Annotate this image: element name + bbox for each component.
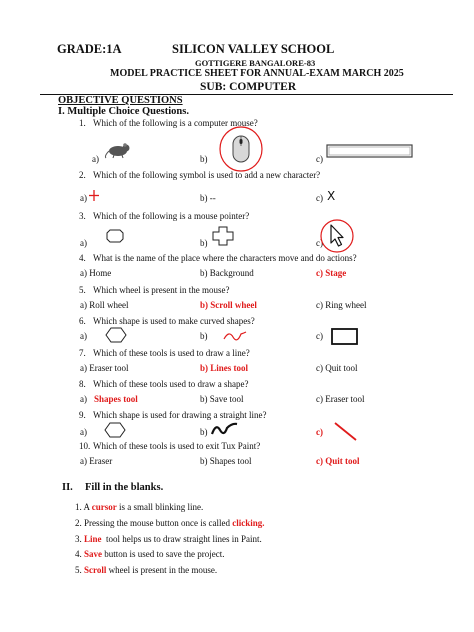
question-text: Which of the following symbol is used to add a new character?	[93, 170, 321, 180]
fill-section-number: II.	[62, 482, 73, 493]
option-a: a)	[80, 394, 87, 404]
option-a-answer: Shapes tool	[94, 394, 138, 404]
scribble-icon	[210, 420, 240, 438]
fill-heading: Fill in the blanks.	[85, 482, 164, 493]
fill-text-post: tool helps us to draw straight lines in Paint.	[101, 534, 262, 544]
question-number: 5.	[79, 285, 86, 295]
question-text: What is the name of the place where the characters move and do actions?	[93, 253, 357, 263]
question-text: Which shape is used to make curved shapes?	[93, 316, 255, 326]
fill-answer: cursor	[91, 502, 117, 512]
plus-cursor-icon	[89, 190, 99, 201]
keyboard-icon	[326, 144, 414, 158]
option-a: a) Eraser tool	[80, 363, 129, 373]
question-text: Which wheel is present in the mouse?	[93, 285, 230, 295]
option-c: c)	[316, 331, 323, 341]
option-b: b)	[200, 427, 208, 437]
question-number: 2.	[79, 170, 86, 180]
fill-answer: Scroll	[84, 565, 107, 575]
mcq-heading: I. Multiple Choice Questions.	[58, 106, 189, 117]
fill-number: 3.	[75, 534, 82, 544]
fill-item	[75, 565, 217, 575]
option-c-answer: c)	[316, 427, 323, 437]
rectangle-icon	[331, 328, 359, 346]
option-a: a) Home	[80, 268, 112, 278]
fill-number: 2.	[75, 518, 82, 528]
subject-title: SUB: COMPUTER	[200, 81, 297, 93]
x-symbol: X	[327, 189, 336, 203]
rat-icon	[104, 140, 132, 160]
school-name: SILICON VALLEY SCHOOL	[172, 42, 335, 56]
hexagon-icon	[104, 422, 126, 438]
question-text: Which of the following is a computer mouse?	[93, 118, 258, 128]
fill-text-pre: Pressing the mouse button once is called	[84, 518, 233, 528]
option-c: c) Ring wheel	[316, 300, 367, 310]
option-b: b) Save tool	[200, 394, 244, 404]
fill-number: 4.	[75, 549, 82, 559]
option-b-answer: b) Scroll wheel	[200, 300, 257, 310]
option-c: c) Quit tool	[316, 363, 358, 373]
question-number: 3.	[79, 211, 86, 221]
fill-answer: clicking.	[232, 518, 265, 528]
question-number: 7.	[79, 348, 86, 358]
octagon-icon	[106, 229, 124, 243]
question-number: 8.	[79, 379, 86, 389]
option-a: a)	[80, 427, 87, 437]
option-c: c)	[316, 238, 323, 248]
fill-text-post: wheel is present in the mouse.	[106, 565, 218, 575]
option-b: b) --	[200, 193, 216, 203]
objective-heading: OBJECTIVE QUESTIONS	[58, 95, 183, 106]
curve-line-icon	[222, 328, 248, 344]
question-text: Which of these tools is used to exit Tux Paint?	[93, 441, 261, 451]
fill-number: 5.	[75, 565, 82, 575]
option-b: b) Background	[200, 268, 254, 278]
option-a: a) Eraser	[80, 456, 113, 466]
option-a: a) Roll wheel	[80, 300, 129, 310]
fill-item	[75, 549, 224, 559]
arrow-pointer-icon	[320, 219, 354, 253]
question-text: Which of the following is a mouse pointer?	[93, 211, 250, 221]
question-number: 9.	[79, 410, 86, 420]
option-c-answer: c) Stage	[316, 268, 347, 278]
hexagon-icon	[105, 327, 127, 343]
grade-label: GRADE:1A	[57, 42, 122, 56]
option-c-answer: c) Quit tool	[316, 456, 360, 466]
question-number: 10.	[79, 441, 91, 451]
question-text: Which of these tools used to draw a shape?	[93, 379, 249, 389]
fill-item	[75, 534, 262, 544]
fill-text-post: button is used to save the project.	[102, 549, 225, 559]
question-number: 6.	[79, 316, 86, 326]
cross-shape-icon	[212, 226, 234, 246]
option-b: b)	[200, 331, 208, 341]
option-b: b) Shapes tool	[200, 456, 252, 466]
option-b: b)	[200, 154, 208, 164]
straight-line-icon	[333, 421, 359, 443]
fill-text-post: is a small blinking line.	[116, 502, 204, 512]
fill-text-pre: A	[83, 502, 92, 512]
fill-answer: Line	[84, 534, 102, 544]
school-address: GOTTIGERE BANGALORE-83	[195, 58, 316, 68]
fill-number: 1.	[75, 502, 82, 512]
question-text: Which shape is used for drawing a straight line?	[93, 410, 267, 420]
option-a: a)	[92, 154, 99, 164]
option-b: b)	[200, 238, 208, 248]
option-c: c) Eraser tool	[316, 394, 365, 404]
option-c: c)	[316, 193, 323, 203]
question-text: Which of these tools is used to draw a line?	[93, 348, 250, 358]
question-number: 4.	[79, 253, 86, 263]
fill-item	[75, 502, 203, 512]
option-a: a)	[80, 331, 87, 341]
question-number: 1.	[79, 118, 86, 128]
exam-title: MODEL PRACTICE SHEET FOR ANNUAL-EXAM MARCH 2025	[110, 68, 404, 79]
fill-item	[75, 518, 265, 528]
computer-mouse-icon	[218, 125, 264, 173]
option-a: a)	[80, 193, 87, 203]
fill-answer: Save	[84, 549, 102, 559]
option-b-answer: b) Lines tool	[200, 363, 249, 373]
option-a: a)	[80, 238, 87, 248]
option-c: c)	[316, 154, 323, 164]
